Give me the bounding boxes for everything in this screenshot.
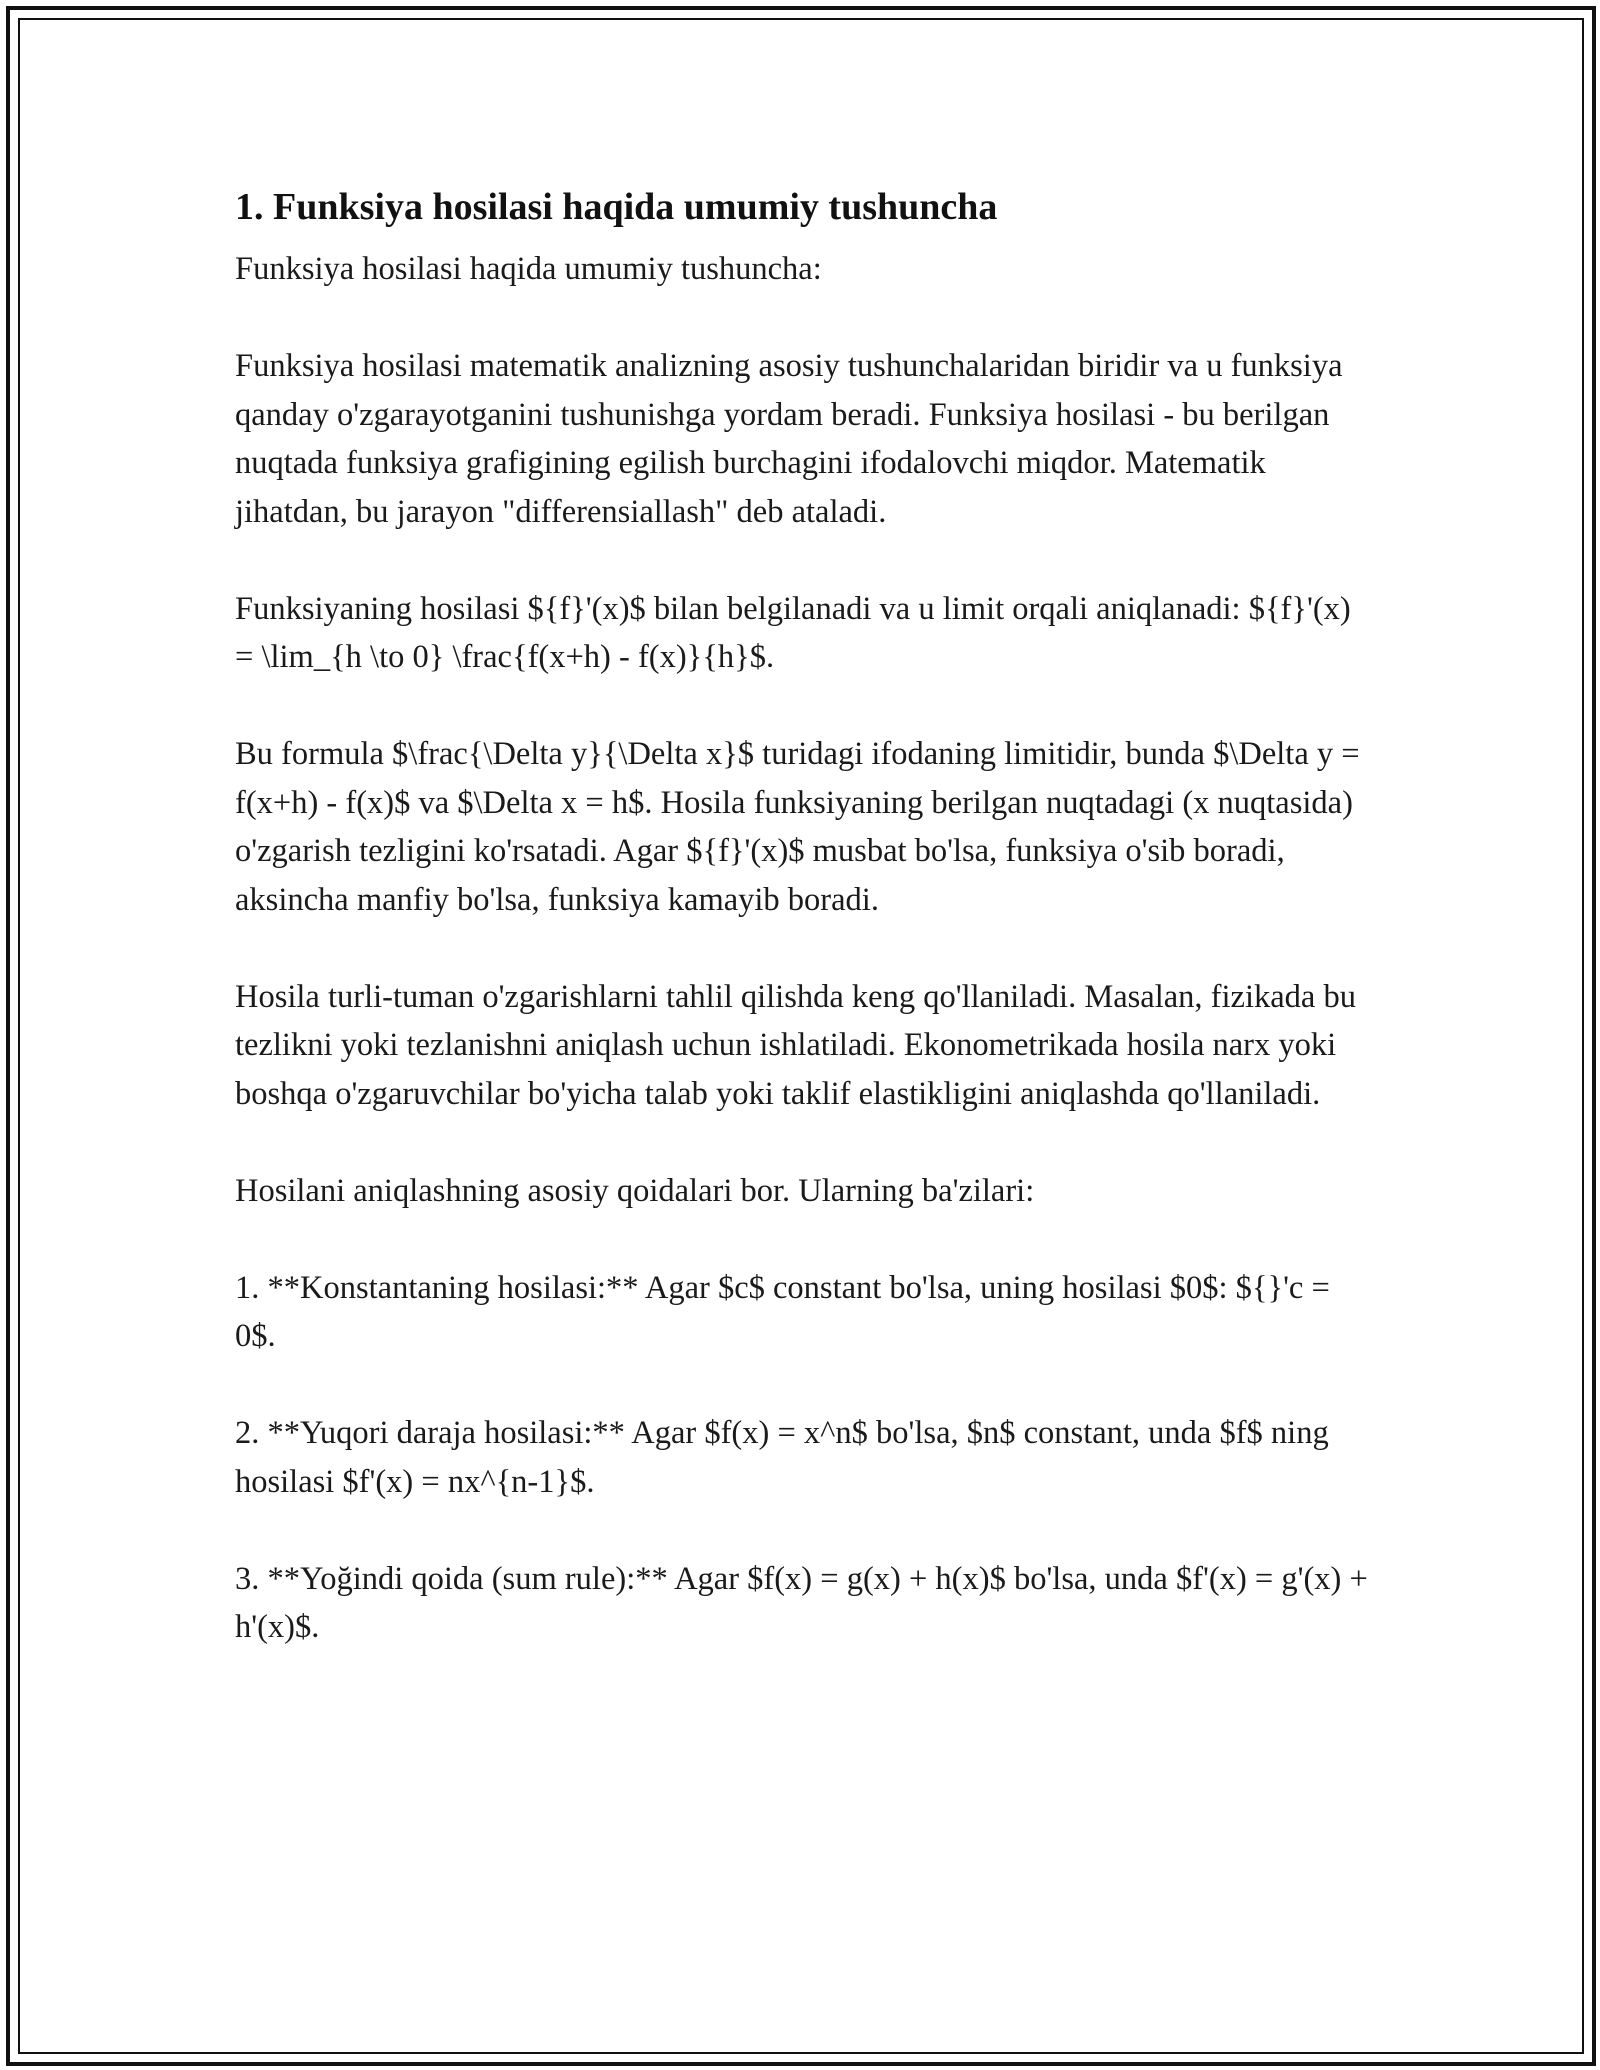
paragraph-delta-ratio: Bu formula $\frac{\Delta y}{\Delta x}$ turidagi ifodaning limitidir, bunda $\Delta y = f(x+h) - f(x)$ va $\Delta x = h$. Hosila funksiyaning berilgan nuqtadagi (x nuqtasida) o'zgarish tezligini ko'rsatadi. Agar ${f}'(x)$ musbat bo'lsa, funksiya o'sib boradi, aksincha manfiy bo'lsa, funksiya kamayib boradi. (235, 736, 1368, 918)
paragraph-rules-intro: Hosilani aniqlashning asosiy qoidalari bor. Ularning ba'zilari: (235, 1172, 1035, 1209)
list-item-rule-power: 2. **Yuqori daraja hosilasi:** Agar $f(x) = x^n$ bo'lsa, $n$ constant, unda $f$ ning hosilasi $f'(x) = nx^{n-1}$. (235, 1415, 1337, 1500)
paragraph-definition: Funksiya hosilasi matematik analizning asosiy tushunchalaridan biridir va u funksiya qanday o'zgarayotganini tushunishga yordam beradi. Funksiya hosilasi - bu berilgan nuqtada funksiya grafigining egilish burchagini ifodalovchi miqdor. Matematik jihatdan, bu jarayon "differensiallash" deb ataladi. (235, 348, 1351, 530)
paragraph-limit-formula: Funksiyaning hosilasi ${f}'(x)$ bilan belgilanadi va u limit orqali aniqlanadi: ${f}'(x) = \lim_{h \to 0} \frac{f(x+h) - f(x)}{h}$. (235, 590, 1359, 675)
document-title: 1. Funksiya hosilasi haqida umumiy tushuncha (235, 186, 998, 228)
list-item-rule-sum: 3. **Yoğindi qoida (sum rule):** Agar $f(x) = g(x) + h(x)$ bo'lsa, unda $f'(x) = g'(x) + h'(x)$. (235, 1560, 1376, 1645)
list-item-rule-constant: 1. **Konstantaning hosilasi:** Agar $c$ constant bo'lsa, uning hosilasi $0$: ${}'c = 0$. (235, 1269, 1338, 1354)
paragraph-intro: Funksiya hosilasi haqida umumiy tushuncha: (235, 251, 822, 287)
paragraph-applications: Hosila turli-tuman o'zgarishlarni tahlil qilishda keng qo'llaniladi. Masalan, fizikada bu tezlikni yoki tezlanishni aniqlash uchun ishlatiladi. Ekonometrikada hosila narx yoki boshqa o'zgaruvchilar bo'yicha talab yoki taklif elastikligini aniqlashda qo'llaniladi. (235, 978, 1365, 1112)
document-body (235, 183, 1375, 1700)
